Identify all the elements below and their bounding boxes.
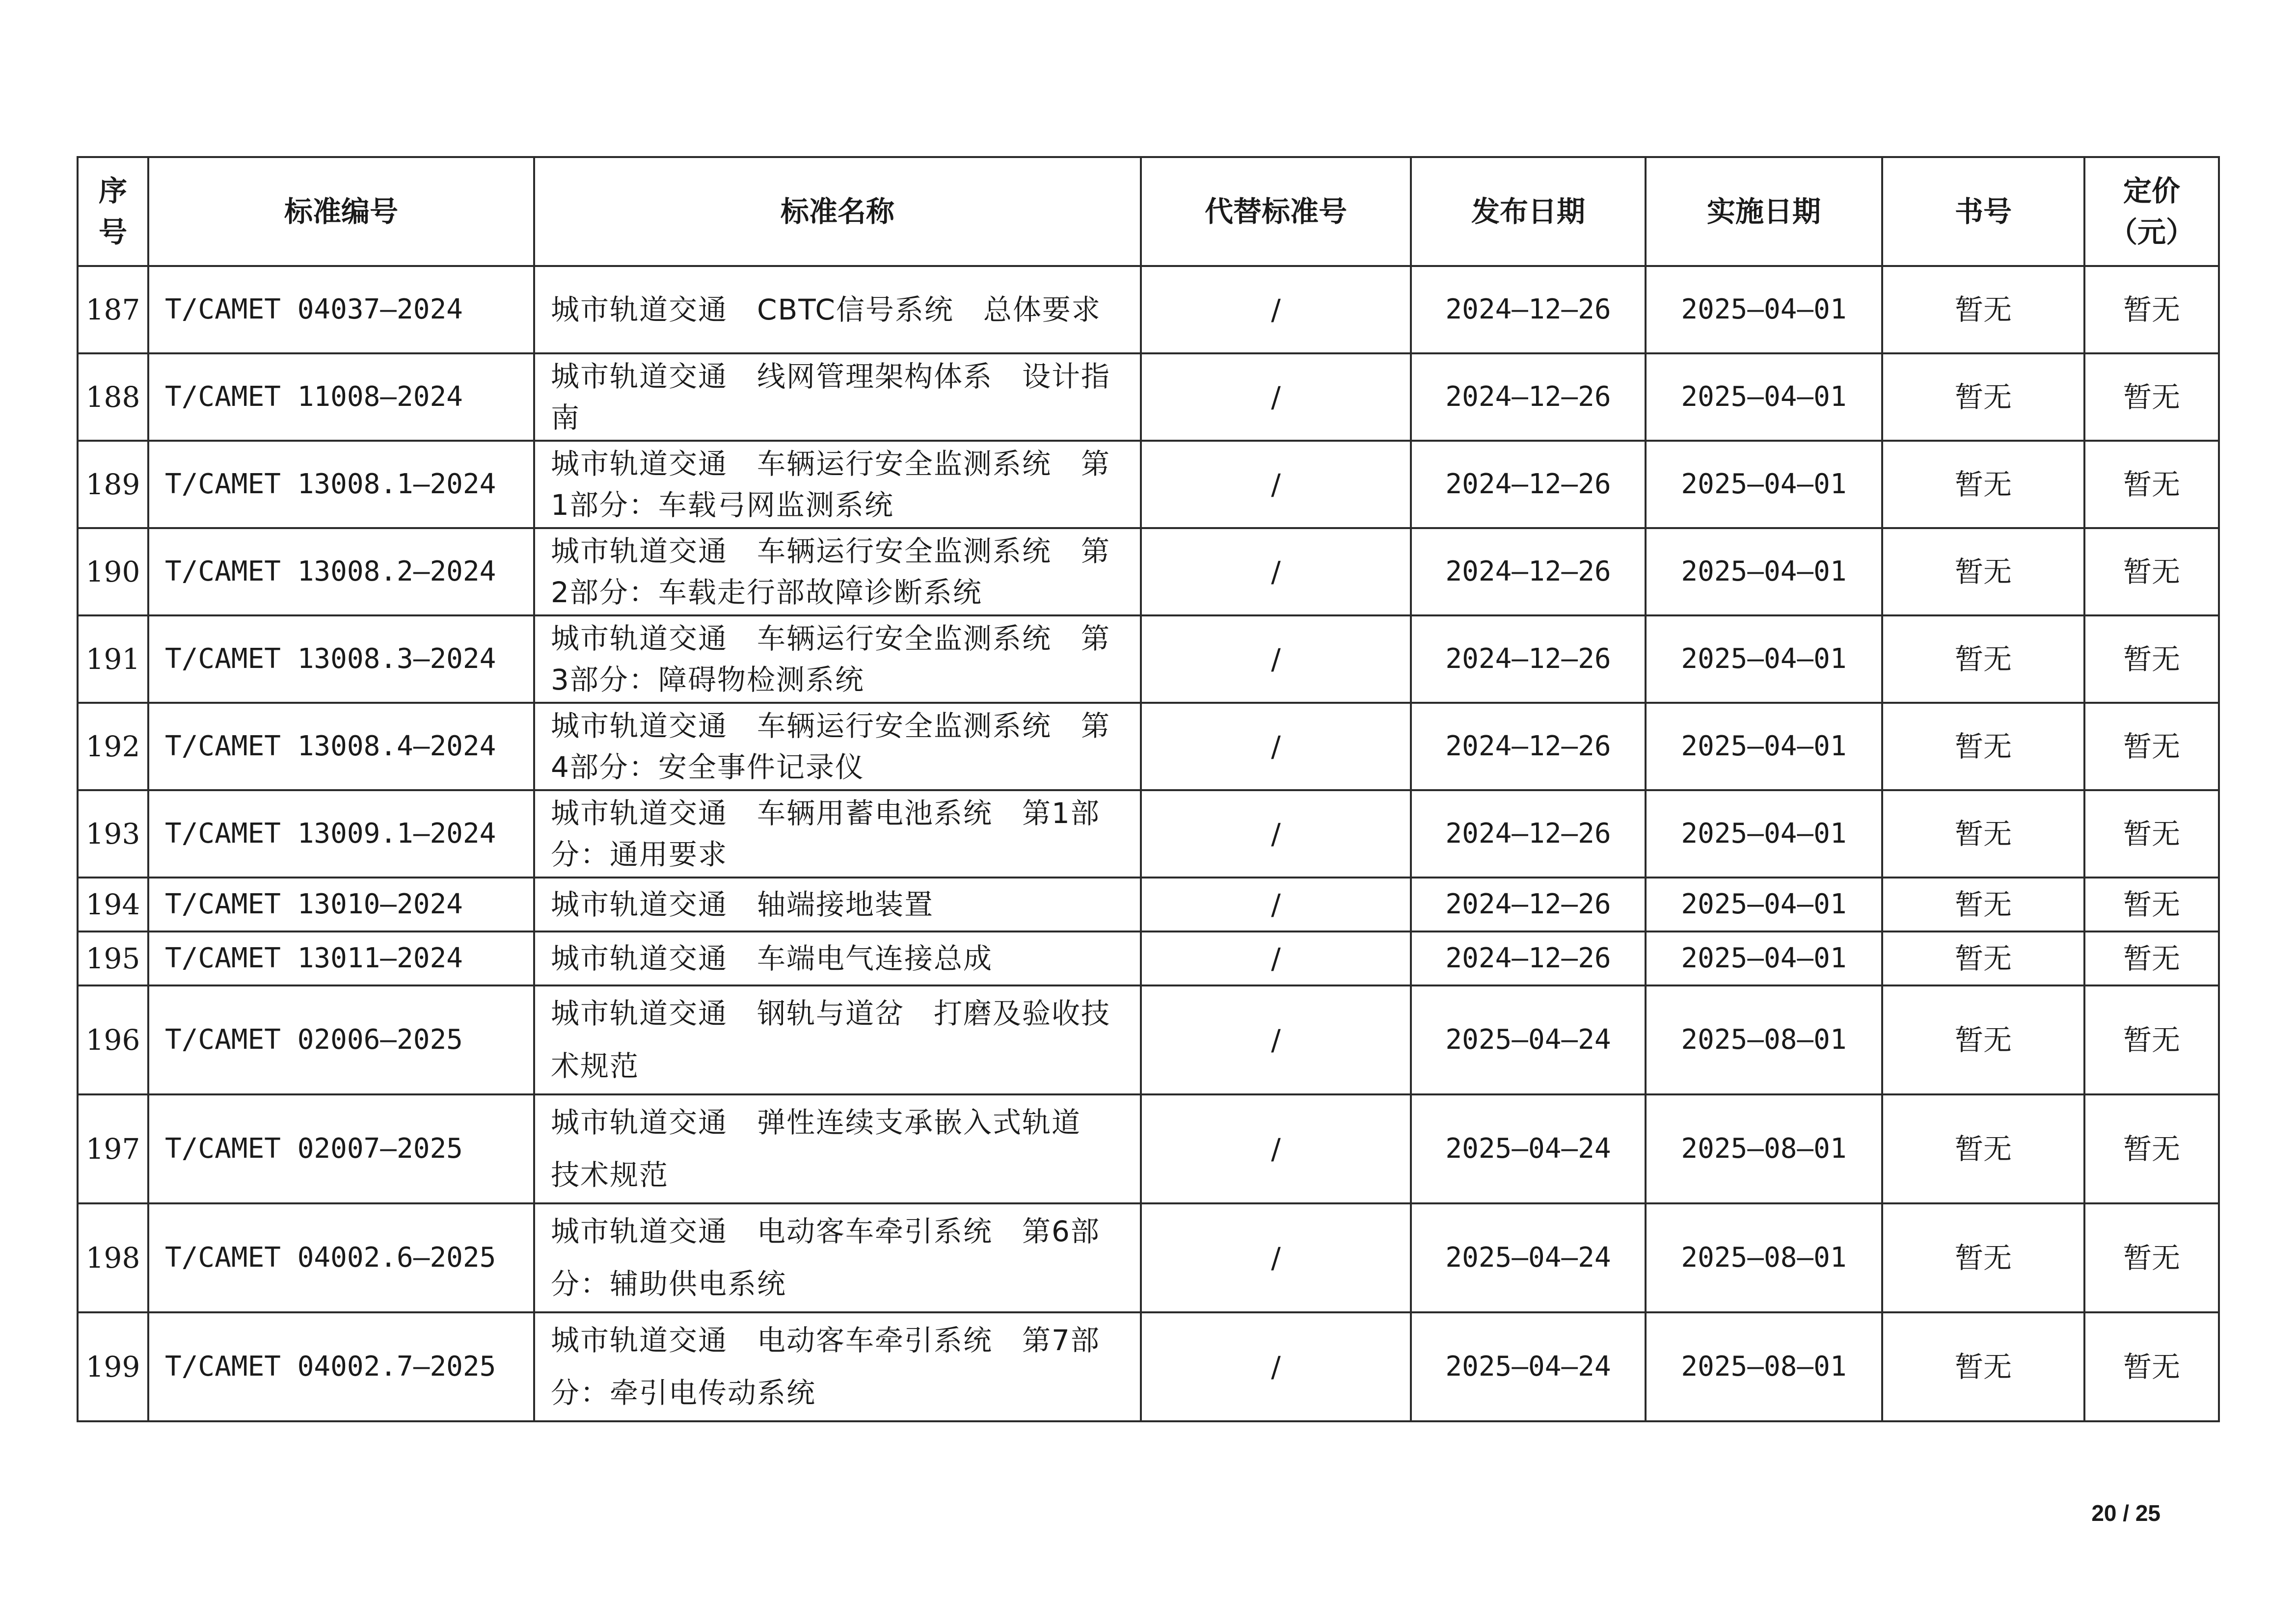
- row-book-number: 暂无: [1882, 790, 2084, 878]
- row-name: 城市轨道交通 车端电气连接总成: [534, 931, 1141, 985]
- row-seq: 189: [78, 441, 148, 528]
- row-price: 暂无: [2084, 985, 2219, 1094]
- row-book-number: 暂无: [1882, 1203, 2084, 1312]
- standards-table: [77, 156, 2220, 1422]
- row-code: T/CAMET 13008.3—2024: [148, 615, 534, 703]
- table-body: [78, 266, 2219, 1421]
- row-book-number: 暂无: [1882, 985, 2084, 1094]
- table-row: [78, 985, 2219, 1094]
- table-header-row: [78, 157, 2219, 266]
- row-code: T/CAMET 04002.7—2025: [148, 1312, 534, 1421]
- row-seq: 188: [78, 353, 148, 441]
- row-publish-date: 2025—04—24: [1411, 1094, 1646, 1203]
- row-publish-date: 2024—12—26: [1411, 790, 1646, 878]
- row-publish-date: 2024—12—26: [1411, 703, 1646, 790]
- row-seq: 195: [78, 931, 148, 985]
- row-price: 暂无: [2084, 931, 2219, 985]
- table-row: [78, 931, 2219, 985]
- row-replace: /: [1141, 1203, 1411, 1312]
- table-row: [78, 615, 2219, 703]
- row-code: T/CAMET 13008.1—2024: [148, 441, 534, 528]
- header-code: 标准编号: [148, 157, 534, 266]
- row-name: 城市轨道交通 车辆运行安全监测系统 第1部分：车载弓网监测系统: [534, 441, 1141, 528]
- row-code: T/CAMET 02007—2025: [148, 1094, 534, 1203]
- row-replace: /: [1141, 615, 1411, 703]
- row-book-number: 暂无: [1882, 1094, 2084, 1203]
- row-implement-date: 2025—04—01: [1646, 528, 1882, 615]
- row-name: 城市轨道交通 车辆运行安全监测系统 第2部分：车载走行部故障诊断系统: [534, 528, 1141, 615]
- row-book-number: 暂无: [1882, 878, 2084, 931]
- row-seq: 193: [78, 790, 148, 878]
- header-name: 标准名称: [534, 157, 1141, 266]
- row-replace: /: [1141, 790, 1411, 878]
- row-implement-date: 2025—08—01: [1646, 1312, 1882, 1421]
- row-name: 城市轨道交通 钢轨与道岔 打磨及验收技术规范: [534, 985, 1141, 1094]
- row-seq: 198: [78, 1203, 148, 1312]
- row-replace: /: [1141, 931, 1411, 985]
- row-implement-date: 2025—04—01: [1646, 266, 1882, 353]
- row-replace: /: [1141, 985, 1411, 1094]
- row-code: T/CAMET 13010—2024: [148, 878, 534, 931]
- row-code: T/CAMET 13008.2—2024: [148, 528, 534, 615]
- row-name: 城市轨道交通 车辆用蓄电池系统 第1部分：通用要求: [534, 790, 1141, 878]
- table-row: [78, 1094, 2219, 1203]
- row-book-number: 暂无: [1882, 931, 2084, 985]
- row-name: 城市轨道交通 车辆运行安全监测系统 第4部分：安全事件记录仪: [534, 703, 1141, 790]
- row-price: 暂无: [2084, 1312, 2219, 1421]
- row-seq: 194: [78, 878, 148, 931]
- row-book-number: 暂无: [1882, 441, 2084, 528]
- row-seq: 187: [78, 266, 148, 353]
- row-replace: /: [1141, 1094, 1411, 1203]
- page-number: 20 / 25: [2091, 1500, 2161, 1526]
- row-publish-date: 2024—12—26: [1411, 528, 1646, 615]
- row-name: 城市轨道交通 电动客车牵引系统 第7部分：牵引电传动系统: [534, 1312, 1141, 1421]
- row-name: 城市轨道交通 线网管理架构体系 设计指南: [534, 353, 1141, 441]
- row-publish-date: 2025—04—24: [1411, 1203, 1646, 1312]
- row-seq: 196: [78, 985, 148, 1094]
- table-row: [78, 1312, 2219, 1421]
- row-seq: 199: [78, 1312, 148, 1421]
- table-row: [78, 790, 2219, 878]
- table-row: [78, 528, 2219, 615]
- row-price: 暂无: [2084, 1203, 2219, 1312]
- header-seq: 序号: [78, 157, 148, 266]
- row-name: 城市轨道交通 弹性连续支承嵌入式轨道 技术规范: [534, 1094, 1141, 1203]
- row-publish-date: 2024—12—26: [1411, 353, 1646, 441]
- row-name: 城市轨道交通 电动客车牵引系统 第6部分：辅助供电系统: [534, 1203, 1141, 1312]
- row-publish-date: 2024—12—26: [1411, 266, 1646, 353]
- row-book-number: 暂无: [1882, 703, 2084, 790]
- row-book-number: 暂无: [1882, 528, 2084, 615]
- row-publish-date: 2025—04—24: [1411, 1312, 1646, 1421]
- row-implement-date: 2025—08—01: [1646, 1094, 1882, 1203]
- header-book-number: 书号: [1882, 157, 2084, 266]
- row-price: 暂无: [2084, 790, 2219, 878]
- row-code: T/CAMET 13008.4—2024: [148, 703, 534, 790]
- row-price: 暂无: [2084, 266, 2219, 353]
- row-replace: /: [1141, 528, 1411, 615]
- table-row: [78, 1203, 2219, 1312]
- row-replace: /: [1141, 1312, 1411, 1421]
- row-book-number: 暂无: [1882, 1312, 2084, 1421]
- row-publish-date: 2024—12—26: [1411, 441, 1646, 528]
- row-seq: 190: [78, 528, 148, 615]
- row-seq: 191: [78, 615, 148, 703]
- row-implement-date: 2025—04—01: [1646, 790, 1882, 878]
- table-row: [78, 441, 2219, 528]
- row-code: T/CAMET 02006—2025: [148, 985, 534, 1094]
- row-publish-date: 2024—12—26: [1411, 931, 1646, 985]
- row-seq: 197: [78, 1094, 148, 1203]
- row-implement-date: 2025—04—01: [1646, 441, 1882, 528]
- row-name: 城市轨道交通 轴端接地装置: [534, 878, 1141, 931]
- row-code: T/CAMET 04037—2024: [148, 266, 534, 353]
- row-publish-date: 2024—12—26: [1411, 615, 1646, 703]
- row-implement-date: 2025—04—01: [1646, 878, 1882, 931]
- row-implement-date: 2025—04—01: [1646, 703, 1882, 790]
- row-price: 暂无: [2084, 878, 2219, 931]
- row-implement-date: 2025—04—01: [1646, 353, 1882, 441]
- header-price: 定价（元）: [2084, 157, 2219, 266]
- row-price: 暂无: [2084, 441, 2219, 528]
- row-book-number: 暂无: [1882, 615, 2084, 703]
- table-row: [78, 353, 2219, 441]
- row-seq: 192: [78, 703, 148, 790]
- table-row: [78, 878, 2219, 931]
- row-replace: /: [1141, 266, 1411, 353]
- row-publish-date: 2024—12—26: [1411, 878, 1646, 931]
- row-code: T/CAMET 11008—2024: [148, 353, 534, 441]
- row-code: T/CAMET 13011—2024: [148, 931, 534, 985]
- row-replace: /: [1141, 353, 1411, 441]
- row-book-number: 暂无: [1882, 353, 2084, 441]
- row-replace: /: [1141, 441, 1411, 528]
- row-replace: /: [1141, 703, 1411, 790]
- header-replace: 代替标准号: [1141, 157, 1411, 266]
- row-price: 暂无: [2084, 703, 2219, 790]
- row-code: T/CAMET 13009.1—2024: [148, 790, 534, 878]
- row-implement-date: 2025—04—01: [1646, 931, 1882, 985]
- row-name: 城市轨道交通 CBTC信号系统 总体要求: [534, 266, 1141, 353]
- row-book-number: 暂无: [1882, 266, 2084, 353]
- header-publish-date: 发布日期: [1411, 157, 1646, 266]
- row-name: 城市轨道交通 车辆运行安全监测系统 第3部分：障碍物检测系统: [534, 615, 1141, 703]
- row-price: 暂无: [2084, 353, 2219, 441]
- table-row: [78, 266, 2219, 353]
- row-code: T/CAMET 04002.6—2025: [148, 1203, 534, 1312]
- row-implement-date: 2025—08—01: [1646, 1203, 1882, 1312]
- row-price: 暂无: [2084, 528, 2219, 615]
- row-implement-date: 2025—04—01: [1646, 615, 1882, 703]
- header-implement-date: 实施日期: [1646, 157, 1882, 266]
- row-replace: /: [1141, 878, 1411, 931]
- row-price: 暂无: [2084, 1094, 2219, 1203]
- row-publish-date: 2025—04—24: [1411, 985, 1646, 1094]
- row-implement-date: 2025—08—01: [1646, 985, 1882, 1094]
- row-price: 暂无: [2084, 615, 2219, 703]
- table-row: [78, 703, 2219, 790]
